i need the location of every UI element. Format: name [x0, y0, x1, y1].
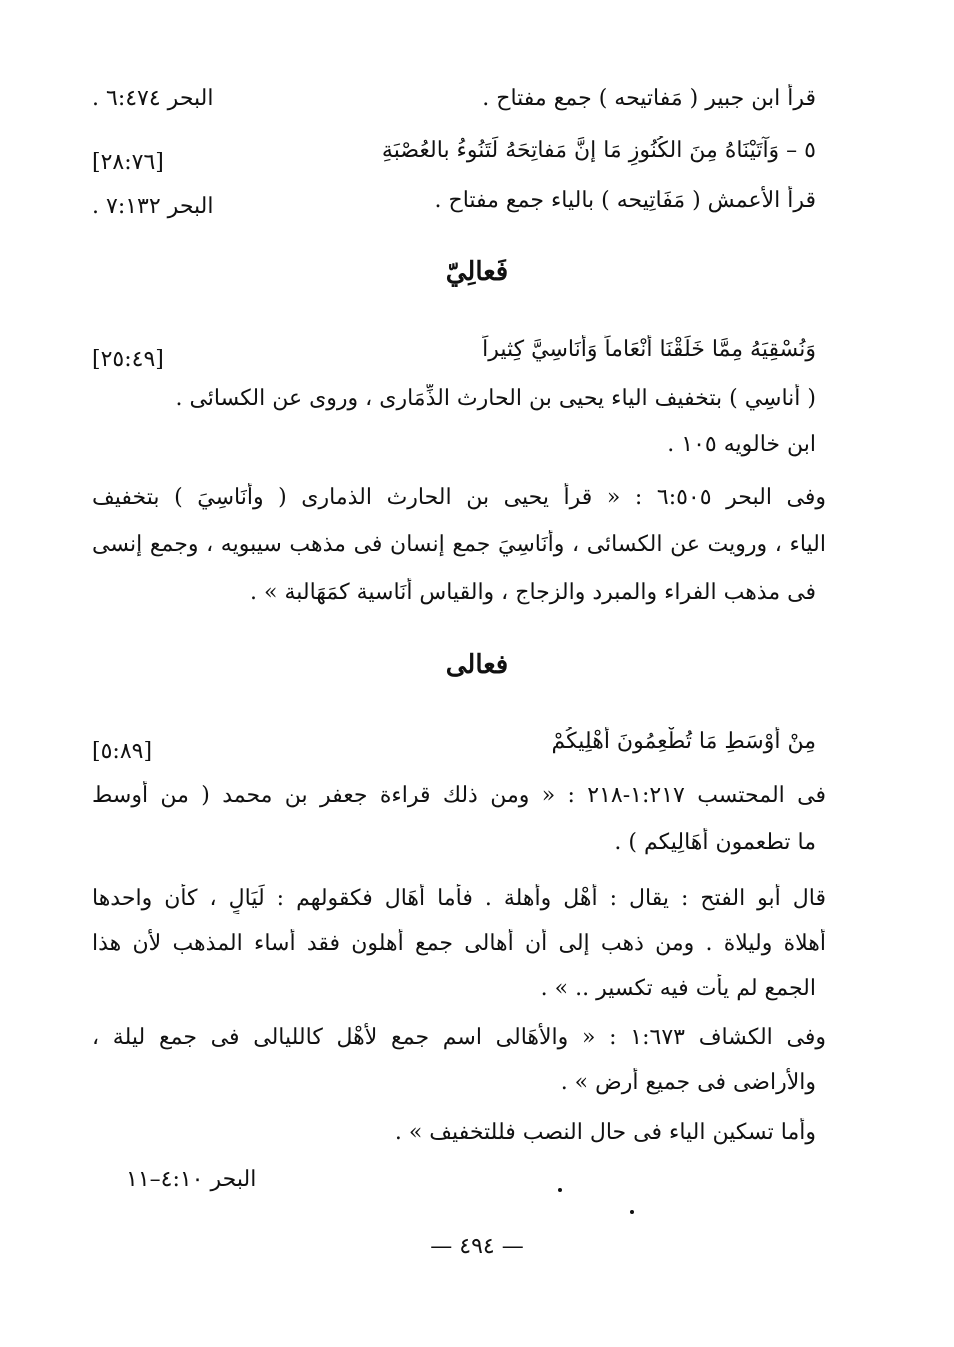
text-line: الياء ، ورويت عن الكسائى ، وأَنَاسِيَ جمع إنسان فى مذهب سيبويه ، وجمع إنسى [92, 532, 826, 557]
section-heading: فعالى [445, 650, 509, 680]
section-heading: فَعالِيّ [445, 257, 509, 287]
text-line: وفى الكشاف ١:٦٧٣ : « والأَهَالى اسم جمع لأَهْل كالليالى فى جمع ليلة ، [92, 1025, 826, 1050]
text-line: قرأ ابن جبير ( مَفاتيحه ) جمع مفتاح . [482, 86, 816, 111]
text-line: قرأ الأعمش ( مَفَاتِيحه ) بالياء جمع مفتاح . [434, 188, 816, 213]
text-line: قال أبو الفتح : يقال : أَهْل وأهلة . فأما أَهَال فكقولهم : لَيَالٍ ، كأن واحدها [92, 886, 826, 911]
text-line: وأما تسكين الياء فى حال النصب فللتخفيف » . [394, 1120, 816, 1145]
text-line: والأراضى فى جميع أرض » . [560, 1070, 816, 1095]
quran-verse: ٥ – وَآتَيْنَاهُ مِنَ الكُنُوزِ مَا إنَّ مَفاتِحَهُ لَتَنُوءُ بالعُصْبَةِ [381, 138, 816, 163]
page-number: — ٤٩٤ — [430, 1234, 524, 1259]
ink-dot [558, 1188, 562, 1192]
verse-reference: [٢٥:٤٩] [92, 347, 164, 372]
text-line: الجمع لم يأت فيه تكسير .. » . [540, 976, 816, 1001]
reference: البحر ٦:٤٧٤ . [92, 86, 214, 111]
ink-dot [630, 1210, 634, 1214]
text-line: أهلاة وليلاة . ومن ذهب إلى أن أهالى جمع أهلون فقد أساء المذهب لأن هذا [92, 931, 826, 956]
text-line: وفى البحر ٦:٥٠٥ : « قرأ يحيى بن الحارث الذمارى ( وأَنَاسِيَ ) بتخفيف [92, 485, 826, 510]
verse-reference: [٥:٨٩] [92, 739, 153, 764]
verse-reference: [٢٨:٧٦] [92, 150, 164, 175]
quran-verse: وَنُسْقِيَهُ مِمَّا خَلَقْنَا أَنْعَاماً وَأَنَاسِيَّ كِثيراً [482, 337, 816, 362]
text-line: ابن خالويه ١٠٥ . [667, 432, 816, 457]
text-line: فى المحتسب ١:٢١٧-٢١٨ : « ومن ذلك قراءة جعفر بن محمد ( من أوسط [92, 783, 826, 808]
reference: البحر ٧:١٣٢ . [92, 194, 214, 219]
reference: البحر ٤:١٠–١١ [126, 1167, 257, 1192]
text-line: ( أناسِي ) بتخفيف الياء يحيى بن الحارث الذِّمَارى ، وروى عن الكسائى . [175, 386, 816, 411]
text-line: فى مذهب الفراء والمبرد والزجاج ، والقياس أَنَاسية كمَهَالبة » . [250, 580, 816, 605]
text-line: ما تطعمون أَهَالِيكم ) . [614, 830, 816, 855]
quran-verse: مِنْ أَوْسَطِ مَا تُطْعِمُونَ أَهْلِيكُمْ [551, 729, 816, 754]
